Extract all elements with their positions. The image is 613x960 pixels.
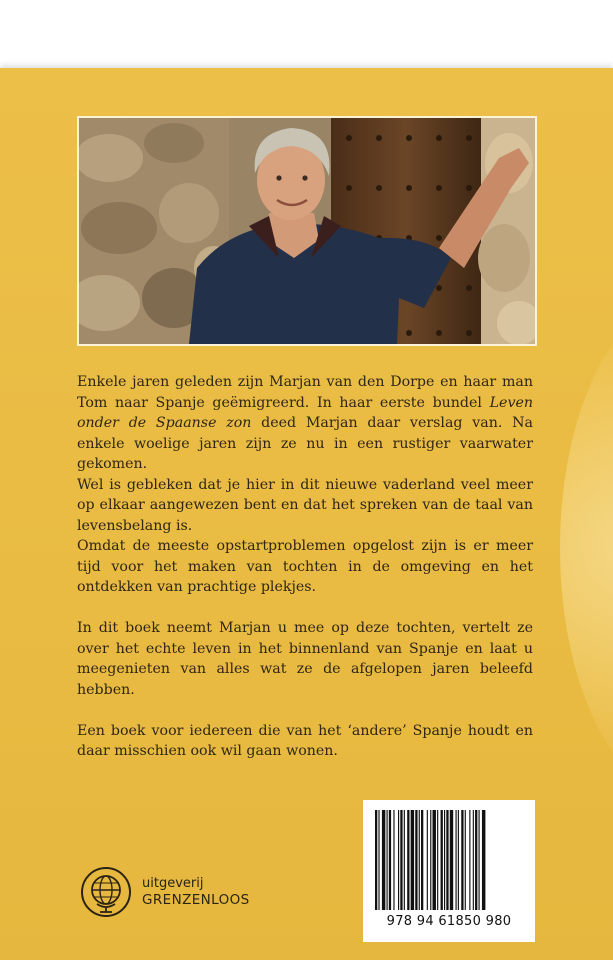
blurb-text: deed Marjan daar verslag van. Na enkele woelige jaren zijn ze nu in een rustiger vaarwater gekomen.: [77, 415, 533, 472]
author-photo: [77, 116, 537, 346]
barcode-bar: [482, 810, 485, 910]
barcode-bar: [456, 810, 457, 910]
barcode-bars: [373, 810, 525, 910]
barcode-bar: [441, 810, 443, 910]
barcode-bar: [427, 810, 428, 910]
barcode-bar: [407, 810, 409, 910]
barcode-bar: [444, 810, 445, 910]
blurb-paragraph: Omdat de meeste opstartproblemen opgelost zijn is er meer tijd voor het maken van tochten in de omgeving en het ontdekken van prachtige plekjes.: [77, 538, 533, 595]
barcode-bar: [415, 810, 417, 910]
barcode-bar: [400, 810, 402, 910]
barcode-bar: [411, 810, 414, 910]
barcode-bar: [475, 810, 477, 910]
barcode-bar: [398, 810, 399, 910]
publisher-name: [142, 876, 250, 908]
barcode-bar: [465, 810, 466, 910]
barcode-bar: [446, 810, 448, 910]
barcode-bar: [458, 810, 459, 910]
barcode-bar: [419, 810, 420, 910]
isbn-barcode: [363, 800, 535, 942]
publisher-line-2: GRENZENLOOS: [142, 892, 250, 908]
barcode-bar: [389, 810, 391, 910]
globe-watermark: [560, 298, 613, 798]
barcode-bar: [382, 810, 385, 910]
barcode-bar: [479, 810, 480, 910]
barcode-bar: [421, 810, 423, 910]
barcode-bar: [469, 810, 470, 910]
barcode-bar: [437, 810, 438, 910]
blurb-paragraph: [77, 372, 533, 475]
barcode-bar: [473, 810, 474, 910]
book-back-cover: [0, 68, 613, 960]
paragraph-gap: [77, 700, 533, 721]
barcode-bar: [378, 810, 379, 910]
publisher-line-1: uitgeverij: [142, 876, 204, 891]
barcode-bar: [450, 810, 453, 910]
barcode-bar: [393, 810, 394, 910]
blurb-paragraph: Een boek voor iedereen die van het ‘andere’ Spanje houdt en daar misschien ook wil gaan wonen.: [77, 722, 533, 759]
back-cover-blurb: [77, 372, 533, 762]
paragraph-gap: [77, 598, 533, 619]
barcode-bar: [433, 810, 436, 910]
barcode-bar: [404, 810, 405, 910]
blurb-text: Enkele jaren geleden zijn Marjan van den Dorpe en haar man Tom naar Spanje geëmigreerd. In haar eerste bundel: [77, 374, 533, 411]
blurb-paragraph: In dit boek neemt Marjan u mee op deze tochten, vertelt ze over het echte leven in het binnenland van Spanje en laat u meegenieten van alles wat ze de afgelopen jaren beleefd hebben.: [77, 620, 533, 698]
publisher-logo: [80, 866, 250, 918]
barcode-bar: [430, 810, 431, 910]
barcode-bar: [387, 810, 388, 910]
first-book-title: Leven onder de Spaanse zon: [77, 394, 533, 431]
blurb-paragraph: Wel is gebleken dat je hier in dit nieuwe vaderland veel meer op elkaar aangewezen bent en dat het spreken van de taal van levensbelang is.: [77, 476, 533, 534]
author-photo-illustration: [79, 118, 535, 344]
barcode-bar: [461, 810, 463, 910]
globe-icon: [80, 866, 132, 918]
barcode-bar: [375, 810, 377, 910]
isbn-number: 978 94 61850 980: [386, 914, 512, 929]
